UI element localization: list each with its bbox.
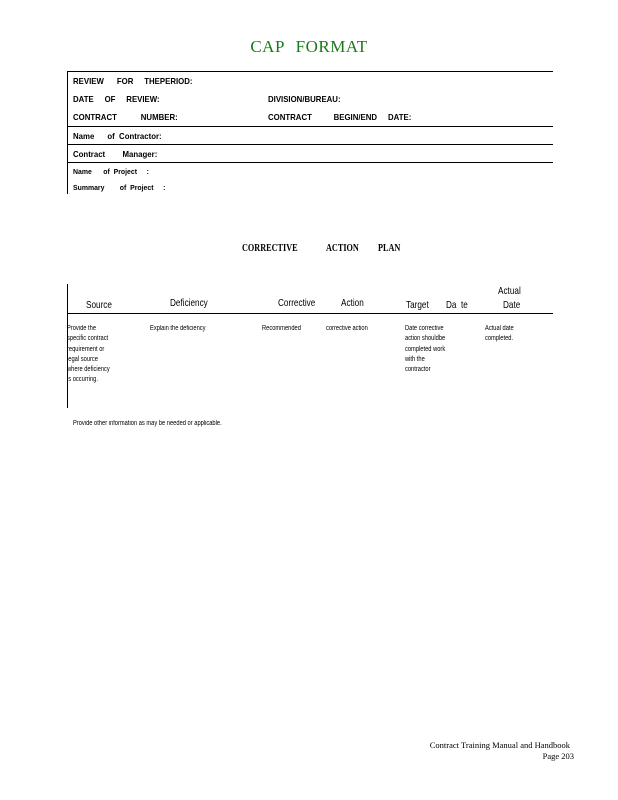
contract-begin-end-label: CONTRACT BEGIN/END bbox=[268, 112, 378, 122]
cell-target-line: action shouldbe bbox=[405, 335, 446, 343]
cell-source-line: where deficiency bbox=[67, 366, 110, 374]
name-of-contractor-label: Name of Contractor: bbox=[73, 131, 162, 141]
contract-manager-label: Contract Manager: bbox=[73, 149, 158, 159]
column-date-da: Da bbox=[446, 299, 457, 311]
header-top-rule bbox=[67, 71, 553, 72]
table-header-rule bbox=[67, 313, 553, 314]
date-label: DATE: bbox=[388, 112, 412, 122]
cell-target-line: Date corrective bbox=[405, 325, 444, 332]
column-corrective: Corrective bbox=[278, 297, 316, 309]
cell-actual-line: Actual date bbox=[485, 325, 514, 332]
title-word-format: FORMAT bbox=[295, 37, 368, 56]
cell-source-line: legal source bbox=[67, 355, 98, 363]
review-period-label: REVIEW FOR THEPERIOD: bbox=[73, 76, 193, 86]
cell-target-line: contractor bbox=[405, 366, 431, 374]
cell-source-line: is occurring. bbox=[67, 376, 98, 384]
title-word-cap: CAP bbox=[250, 37, 285, 56]
cell-target-line: with the bbox=[405, 355, 425, 363]
rule-after-manager bbox=[67, 162, 553, 163]
column-actual-line1: Actual bbox=[498, 285, 521, 297]
cell-target-line: completed work bbox=[405, 345, 446, 353]
additional-info-note: Provide other information as may be needed or applicable. bbox=[73, 420, 222, 427]
summary-of-project-label: Summary of Project : bbox=[73, 183, 166, 192]
rule-after-contractor bbox=[67, 144, 553, 145]
cell-source-line: Provide the bbox=[67, 325, 97, 332]
cell-target-date bbox=[405, 324, 445, 375]
cell-source bbox=[67, 324, 110, 386]
name-of-project-label: Name of Project : bbox=[73, 167, 149, 176]
document-title bbox=[0, 37, 618, 57]
cell-source-line: specific contract bbox=[67, 335, 109, 343]
header-left-rule bbox=[67, 71, 68, 194]
heading-action: ACTION bbox=[326, 243, 359, 254]
cell-corrective: Recommended bbox=[262, 325, 301, 332]
column-source: Source bbox=[86, 299, 112, 311]
date-of-review-label: DATE OF REVIEW: bbox=[73, 94, 160, 104]
column-target: Target bbox=[406, 299, 429, 311]
column-deficiency: Deficiency bbox=[170, 297, 208, 309]
column-date-te: te bbox=[461, 299, 468, 311]
cell-source-line: requirement or bbox=[67, 345, 105, 353]
contract-number-label: CONTRACT NUMBER: bbox=[73, 112, 178, 122]
heading-plan: PLAN bbox=[378, 243, 401, 254]
column-action: Action bbox=[341, 297, 364, 309]
division-bureau-label: DIVISION/BUREAU: bbox=[268, 94, 341, 104]
cell-actual-line: completed. bbox=[485, 335, 514, 343]
column-actual-line2: Date bbox=[503, 299, 521, 311]
footer-manual-title: Contract Training Manual and Handbook bbox=[429, 740, 570, 750]
cell-action: corrective action bbox=[326, 325, 368, 332]
rule-after-contract bbox=[67, 126, 553, 127]
cell-actual-date bbox=[485, 324, 514, 345]
heading-corrective: CORRECTIVE bbox=[242, 243, 298, 254]
cell-deficiency: Explain the deficiency bbox=[150, 325, 206, 332]
footer-page-number: Page 203 bbox=[542, 751, 574, 761]
